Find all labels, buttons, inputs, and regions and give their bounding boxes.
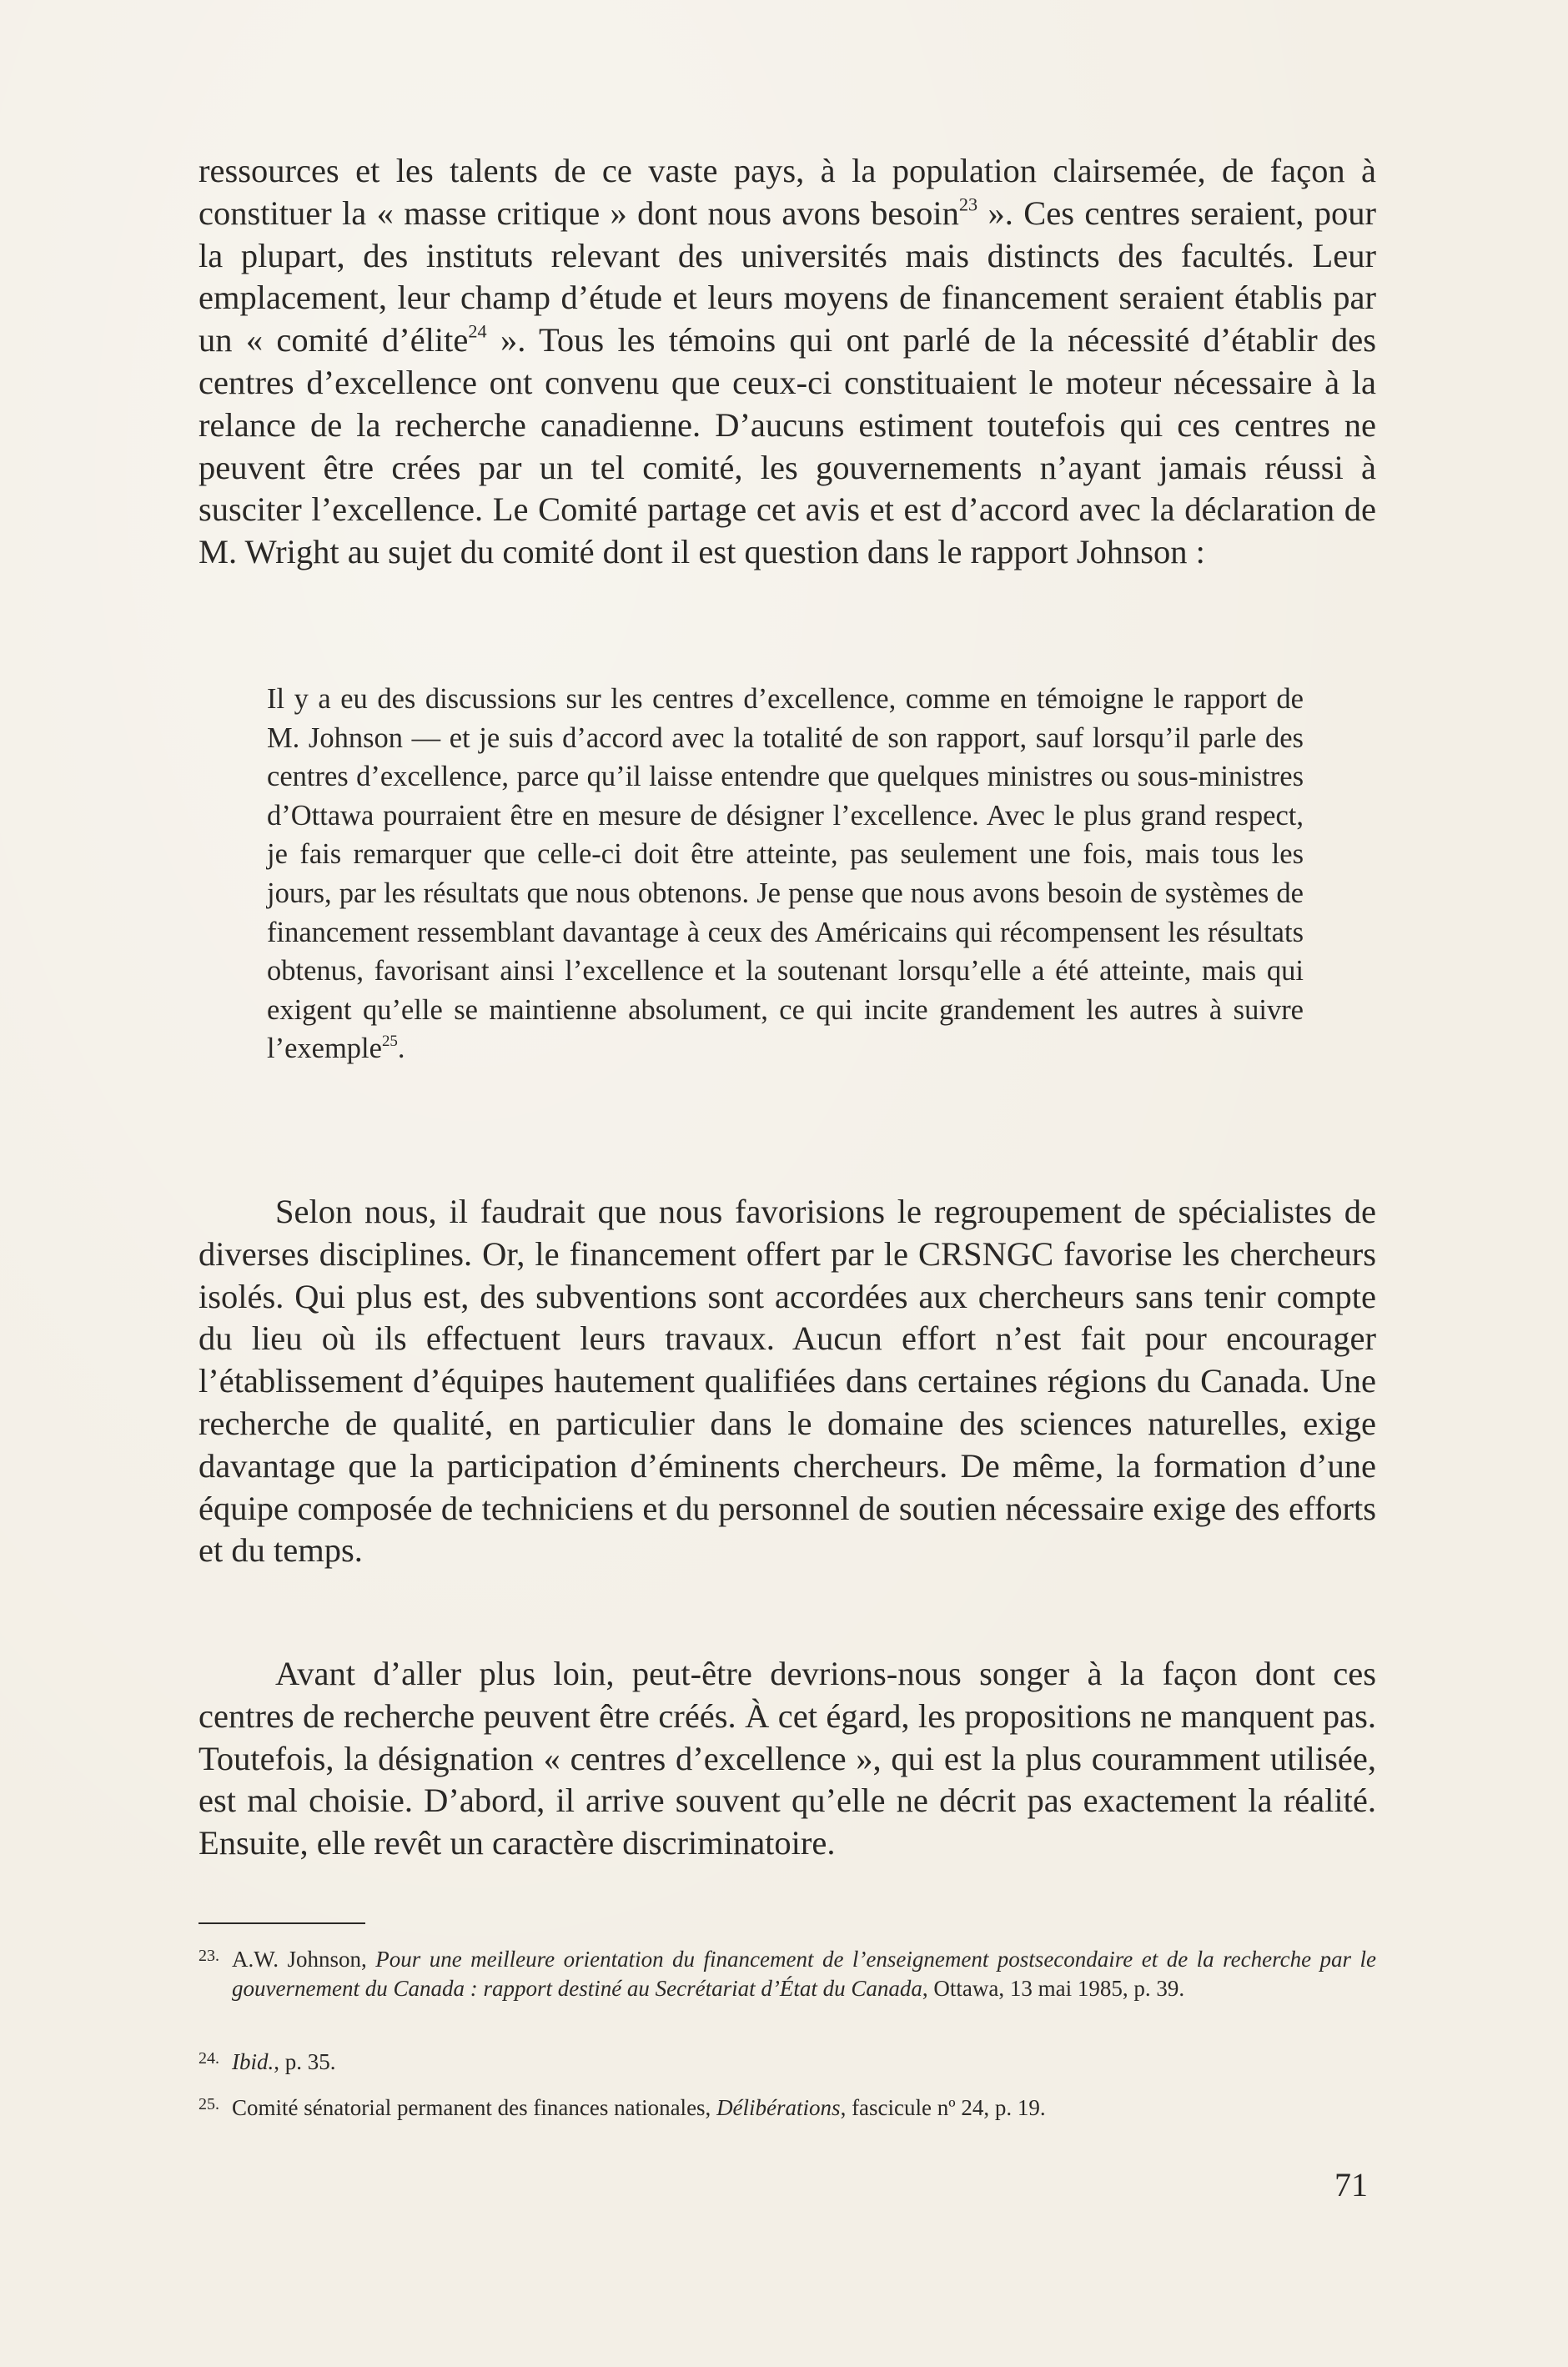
- footnote-title: Délibérations: [716, 2095, 841, 2120]
- footnote-text-post: , Ottawa, 13 mai 1985, p. 39.: [922, 1976, 1185, 2001]
- block-quote-text: Il y a eu des discussions sur les centres d’excellence, comme en témoigne le rapport de M. Johnson — et je suis d’accord avec la totalité de son rapport, sauf lorsqu’il parle des centres d’excellence, parce qu’il laisse entendre que quelques ministres ou sous-ministres d’Ottawa pourraient être en mesure de désigner l’excellence. Avec le plus grand respect, je fais remarquer que celle-ci doit être atteinte, pas seulement une fois, mais tous les jours, par les résultats que nous obtenons. Je pense que nous avons besoin de systèmes de financement ressemblant davantage à ceux des Américains qui récompensent les résultats obtenus, favorisant ainsi l’excellence et la soutenant lorsqu’elle a été atteinte, mais qui exigent qu’elle se maintienne absolument, ce qui incite grandement les autres à suivre l’exemple: [267, 683, 1304, 1065]
- footnote-ref-23: 23: [958, 193, 978, 215]
- body-paragraph-2: Selon nous, il faudrait que nous favorisions le regroupement de spécialistes de diverses disciplines. Or, le financement offert par le CRSNGC favorise les chercheurs isolés. Qui plus est, des subventions sont accordées aux chercheurs sans tenir compte du lieu où ils effectuent leurs travaux. Aucun effort n’est fait pour encourager l’établissement d’équipes hautement qualifiées dans certaines régions du Canada. Une recherche de qualité, en particulier dans le domaine des sciences naturelles, exige davantage que la participation d’éminents chercheurs. De même, la formation d’une équipe composée de techniciens et du personnel de soutien nécessaire exige des efforts et du temps.: [199, 1193, 1376, 1570]
- footnote-text: [232, 1945, 1376, 2003]
- footnote-title: Pour une meilleure orientation du financement de l’enseignement postsecondaire et de la recherche par le gouvernement du Canada : rapport destiné au Secrétariat d’État du Canada: [232, 1947, 1376, 2001]
- footnote-number: 23.: [199, 1947, 219, 1965]
- footnote-text-post: , fascicule nº 24, p. 19.: [840, 2095, 1046, 2120]
- footnote-text: [232, 2093, 1376, 2123]
- footnote-title: Ibid.: [232, 2049, 274, 2074]
- footnote-text-post: , p. 35.: [274, 2049, 336, 2074]
- footnote-23: [199, 1945, 1376, 2003]
- footnote-ref-25: 25: [381, 1033, 398, 1051]
- paragraph-1-part-b: ». Ces centres seraient, pour la plupart, des instituts relevant des universités mais distincts des facultés. Leur emplacement, leur champ d’étude et leurs moyens de financement seraient établis par un « comité d’élite: [199, 193, 1376, 359]
- footnote-ref-24: 24: [468, 320, 487, 342]
- paragraph-1-part-a: ressources et les talents de ce vaste pays, à la population clairsemée, de façon à constituer la « masse critique » dont nous avons besoin: [199, 152, 1376, 232]
- paragraph-1-part-c: ». Tous les témoins qui ont parlé de la nécessité d’établir des centres d’excellence ont convenu que ceux-ci constituaient le moteur nécessaire à la relance de la recherche canadienne. D’aucuns estiment toutefois qui ces centres ne peuvent être crées par un tel comité, les gouvernements n’ayant jamais réussi à susciter l’excellence. Le Comité partage cet avis et est d’accord avec la déclaration de M. Wright au sujet du comité dont il est question dans le rapport Johnson :: [199, 321, 1377, 571]
- footnote-text-pre: A.W. Johnson,: [232, 1947, 376, 1972]
- footnote-separator: [199, 1922, 365, 1924]
- block-quote-end: .: [397, 1033, 405, 1065]
- footnote-24: [199, 2048, 1376, 2077]
- body-paragraph-3: Avant d’aller plus loin, peut-être devrions-nous songer à la façon dont ces centres de recherche peuvent être créés. À cet égard, les propositions ne manquent pas. Toutefois, la désignation « centres d’excellence », qui est la plus couramment utilisée, est mal choisie. D’abord, il arrive souvent qu’elle ne décrit pas exactement la réalité. Ensuite, elle revêt un caractère discriminatoire.: [199, 1655, 1376, 1862]
- block-quote: [267, 680, 1304, 1068]
- footnote-text-pre: Comité sénatorial permanent des finances nationales,: [232, 2095, 717, 2120]
- body-paragraph-1: [199, 150, 1376, 574]
- footnote-25: [199, 2093, 1376, 2123]
- page-number: 71: [1334, 2166, 1368, 2204]
- footnote-number: 25.: [199, 2095, 219, 2113]
- footnote-number: 24.: [199, 2049, 219, 2068]
- footnote-text: [232, 2048, 1376, 2077]
